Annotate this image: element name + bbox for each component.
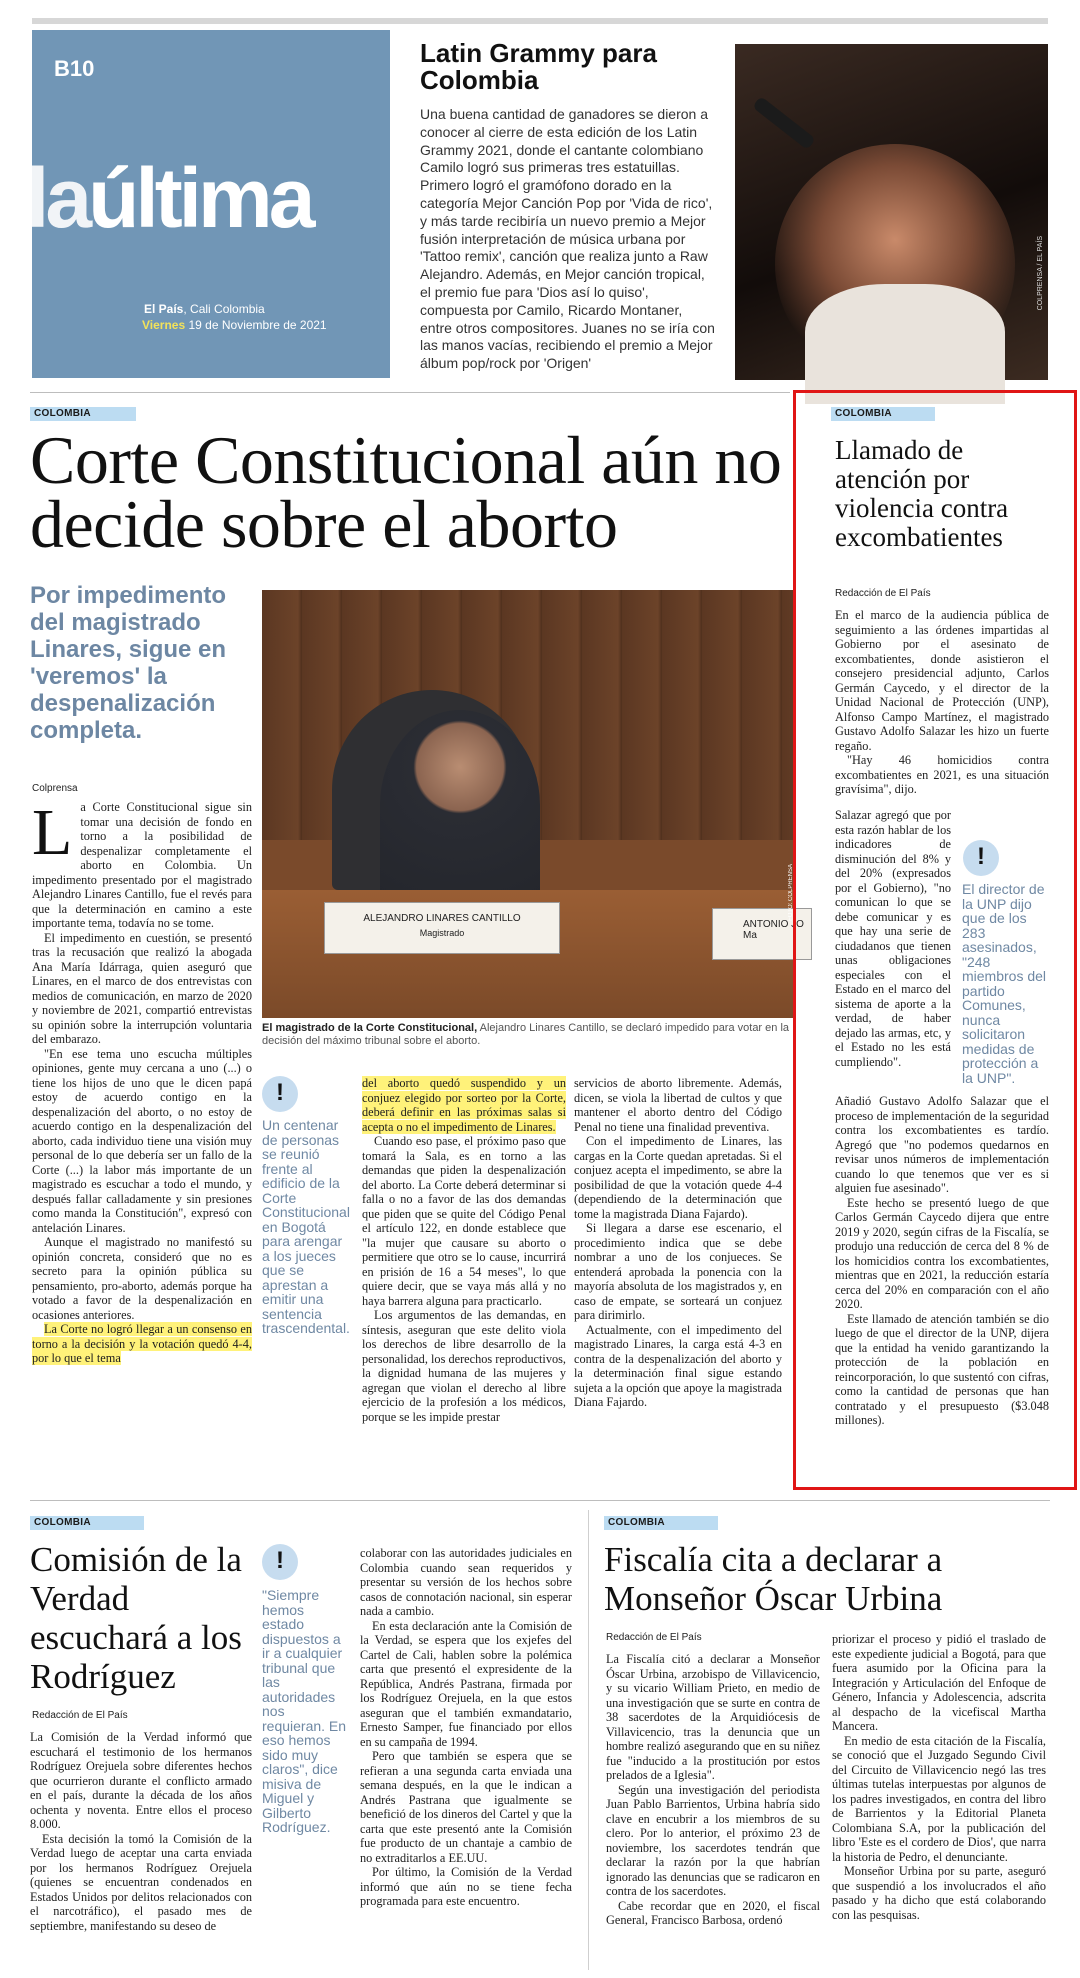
- paragraph: priorizar el proceso y pidió el traslado de este expediente judicial a Bogotá, para que fuera asumido por la Oficina para la Integración y Articulación del Enfoque de Género, Infancia y Adolescencia, adscrita al despacho de la vicefiscal Martha Mancera.: [832, 1632, 1046, 1733]
- photo-credit: COLPRENSA / EL PAÍS: [1037, 235, 1044, 310]
- paragraph: El impedimento en cuestión, se presentó tras la recusación que realizó la abogada Ana María Idárraga, quien aseguró que Linares, en el marco de dos entrevistas con medios de comunicación, en marzo de 2020 y noviembre de 2021, compartió entrevistas su opinión sobre la interrupción voluntaria del embarazo.: [32, 930, 252, 1046]
- exclamation-icon: !: [262, 1076, 298, 1112]
- dateline-date: Viernes 19 de Noviembre de 2021: [142, 318, 327, 332]
- paragraph: servicios de aborto libremente. Además, dicen, se viola la libertad de cultos y que mantener el aborto dentro del Código Penal no tiene una finalidad preventiva.: [574, 1076, 782, 1134]
- exclamation-icon: !: [262, 1544, 298, 1580]
- section-divider: [30, 392, 790, 393]
- photo-credit: FOTO: COLPRENSA: [788, 864, 794, 921]
- sidebar-column-top: [835, 608, 1049, 797]
- grammy-headline: Latin Grammy para Colombia: [420, 38, 657, 96]
- sidebar-headline: Llamado de atención por violencia contra excombatientes: [835, 435, 1009, 552]
- column-rule: [588, 1510, 589, 1970]
- nameplate: ALEJANDRO LINARES CANTILLO Magistrado: [324, 902, 560, 954]
- truth-column-1: [30, 1730, 252, 1933]
- masthead: [26, 30, 390, 378]
- paragraph: Por último, la Comisión de la Verdad informó que aún no se tiene fecha programada para este encuentro.: [360, 1865, 572, 1908]
- main-column-1: [32, 796, 252, 1366]
- fiscalia-column-1: [606, 1652, 820, 1928]
- paragraph: Monseñor Urbina por su parte, aseguró que suspendió a los involucrados el año pasado y ha dicho que está colaborando con las pesquisas.: [832, 1864, 1046, 1922]
- section-label: COLOMBIA: [831, 407, 935, 421]
- main-column-3: [362, 1076, 566, 1424]
- photo-magistrate: [380, 710, 540, 900]
- main-headline: Corte Constitucional aún no decide sobre el aborto: [30, 422, 782, 562]
- dateline-paper: El País, Cali Colombia: [144, 302, 265, 316]
- exclamation-icon: !: [963, 840, 999, 876]
- highlighted-paragraph: La Corte no logró llegar a un consenso en torno a la decisión y la votación quedó 4-4, por lo que el tema: [32, 1322, 252, 1365]
- drop-cap: L: [32, 796, 73, 869]
- section-label: COLOMBIA: [30, 407, 136, 421]
- paragraph: Aunque el magistrado no manifestó su opinión concreta, consideró que no es secreto para la opinión pública su pensamiento, pro-aborto, además porque ha votado a favor de la despenalización en ocasiones anteriores.: [32, 1235, 252, 1322]
- paragraph: En el marco de la audiencia pública de seguimiento a las órdenes impartidas al Gobierno por el asesinato de excombatientes, donde asistieron el consejero presidencial adjunto, Carlos Germán Caycedo, y el director de la Unidad Nacional de Protección (UNP), Alfonso Campo Martínez, el magistrado Gustavo Adolfo Salazar les hizo un fuerte regaño.: [835, 608, 1049, 753]
- paragraph: Actualmente, con el impedimento del magistrado Linares, la carga está 4-3 en contra de la despenalización del aborto y la determinación final sigue estando sujeta a la opción que apoye la magistrada Diana Fajardo.: [574, 1322, 782, 1409]
- main-photo: [262, 590, 804, 1018]
- singer-shirt: [805, 284, 1005, 404]
- section-divider: [30, 1500, 1050, 1501]
- paragraph: Cuando eso pase, el próximo paso que tomará la Sala, es en torno a las demandas que piden la despenalización del aborto. La Corte deberá determinar si falla o no a favor de las dos demandas que piden que se quite del Código Penal el artículo 122, en donde establece que "la mujer que causare su aborto o permitiere que otro se lo cause, incurrirá en prisión de 16 a 54 meses", lo que quiere decir, que se vaya más allá y no haya barrera alguna para practicarlo.: [362, 1134, 566, 1308]
- paragraph: La Fiscalía citó a declarar a Monseñor Óscar Urbina, arzobispo de Villavicencio, y su vicario William Prieto, en medio de una investigación que se surte en contra de 38 sacerdotes de la Arquidiócesis de Villavicencio, tras la denuncia que un hombre realizó asegurando que en su niñez fue "inducido a la prostitución por estos prelados de a Iglesia".: [606, 1652, 820, 1782]
- paragraph: Salazar agregó que por esta razón hablar de los indicadores de disminución del 8% y del 20% (expresados por el Gobierno), "no comunican lo que se debe comunicar y es que hay una serie de ciudadanos que tienen unas obligaciones especiales con el Estado en el marco del sistema de aporte a la verdad, de haber dejado las armas, etc, y el Estado no les está cumpliendo".: [835, 808, 951, 1069]
- paragraph: Este llamado de atención también se dio luego de que el director de la UNP, dijera que la entidad ha venido garantizando la protección de la población en reincorporación, lo que sustentó con cifras, como la cantidad de personas que han contratado y el presupuesto ($3.048 millones).: [835, 1311, 1049, 1427]
- highlighted-paragraph: del aborto quedó suspendido y un conjuez elegido por sorteo por la Corte, deberá definir en las próximas salas si acepta o no el impedimento de Linares.: [362, 1076, 566, 1134]
- paragraph: Este hecho se presentó luego de que Carlos Germán Caycedo dijera que entre 2019 y 2020, según cifras de la Fiscalía, se produjo una reducción de cerca del 8 % de los homicidios contra los excombatientes, mientras que en 2021, la reducción estaría cerca del 20% en comparación con el año 2020.: [835, 1195, 1049, 1311]
- photo-caption: El magistrado de la Corte Constitucional, Alejandro Linares Cantillo, se declaró impedido para votar en la decisión del máximo tribunal sobre el aborto.: [262, 1022, 790, 1047]
- paragraph: La Comisión de la Verdad informó que escuchará el testimonio de los hermanos Rodríguez Orejuela sobre diferentes hechos que ocurrieron durante el conflicto armado en el país, durante la década de los años ochenta y noventa. Entre ellos el proceso 8.000.: [30, 1730, 252, 1831]
- grammy-photo: [735, 44, 1048, 380]
- top-rule: [32, 18, 1048, 24]
- sidebar-byline: Redacción de El País: [835, 588, 931, 599]
- fiscalia-headline: Fiscalía cita a declarar a Monseñor Óscar Urbina: [604, 1540, 943, 1618]
- truth-headline: Comisión de la Verdad escuchará a los Rodríguez: [30, 1540, 242, 1696]
- sidebar-pull-quote: El director de la UNP dijo que de los 283 asesinados, "248 miembros del partido Comunes, nunca solicitaron medidas de protección a la UNP".: [962, 881, 1047, 1086]
- section-label: COLOMBIA: [30, 1516, 144, 1530]
- paragraph: Según una investigación del periodista Juan Pablo Barrientos, Urbina habría sido clave en encubrir a los miembros de su clero. Por lo anterior, el próximo 23 de noviembre, los sacerdotes tendrán que declarar la razón por la que habrían ignorado las denuncias que se radicaron en contra de los sacerdotes.: [606, 1782, 820, 1898]
- paragraph: Añadió Gustavo Adolfo Salazar que el proceso de implementación de la seguridad contra los excombatientes es tardío. Agregó que "no podemos quedarnos en revisar unos números de implementación cuando lo que tenemos que ver es si alguien fue asesinado".: [835, 1094, 1049, 1195]
- paragraph: colaborar con las autoridades judiciales en Colombia cuando sean requeridos y presentar su versión de los hechos sobre casos de connotación nacional, sin esperar nada a cambio.: [360, 1546, 572, 1618]
- pull-quote: Un centenar de personas se reunió frente al edificio de la Corte Constitucional en Bogotá para arengar a los jueces que se aprestan a emitir una sentencia trascendental.: [262, 1117, 350, 1336]
- brand-logo: laúltima: [26, 151, 312, 245]
- paragraph: Si llegara a darse ese escenario, el procedimiento indica que se debe nombrar a uno de los conjueces. Se entenderá aprobada la ponencia con la mayoría absoluta de los magistrados y, en caso de empate, se sorteará un conjuez para dirimirlo.: [574, 1221, 782, 1322]
- paragraph: En medio de esta citación de la Fiscalía, se conoció que el Juzgado Segundo Civil del Circuito de Villavicencio negó las tres últimas tutelas interpuestas por algunos de los padres investigados, en contra del libro de Barrientos y la Editorial Planeta Colombiana S.A, por la publicación del libro 'Este es el cordero de Dios', que narra la historia de Pedro, el denunciante.: [832, 1733, 1046, 1864]
- paragraph: Los argumentos de las demandas, en síntesis, aseguran que este delito viola los derechos de libre desarrollo de la personalidad, los derechos reproductivos, la dignidad humana de las mujeres y agregan que violan el derecho al libre ejercicio de la profesión a los médicos, porque se les impide prestar: [362, 1308, 566, 1424]
- fiscalia-byline: Redacción de El País: [606, 1632, 702, 1643]
- lead-paragraph: La Corte Constitucional sigue sin tomar una decisión de fondo en torno a la posibilidad de despenalizar completamente el aborto en Colombia. Un impedimento presentado por el magistrado Alejandro Linares Cantillo, fue el revés para que la determinación en camino a este importante tema, todavía no se tome.: [32, 796, 252, 930]
- nameplate-second: ANTONIO JO Ma: [712, 908, 812, 960]
- truth-pull-quote: "Siempre hemos estado dispuestos a ir a cualquier tribunal que las autoridades nos requieran. En eso hemos sido muy claros", dice misiva de Miguel y Gilberto Rodríguez.: [262, 1587, 347, 1835]
- section-label: COLOMBIA: [604, 1516, 718, 1530]
- paragraph: En esta declaración ante la Comisión de la Verdad, se espera que los exjefes del Cartel de Cali, hablen sobre la polémica carta que presentó el expresidente de la República, Andrés Pastrana, firmada por los Rodríguez Orejuela, en la que estos aseguran que el también exmandatario, Ernesto Samper, fue financiado por ellos en su campaña de 1994.: [360, 1618, 572, 1749]
- sidebar-column-bottom: [835, 1094, 1049, 1428]
- paragraph: "Hay 46 homicidios contra excombatientes en 2021, es una situación gravísima", dijo.: [835, 753, 1049, 796]
- main-column-4: [574, 1076, 782, 1410]
- paragraph: Esta decisión la tomó la Comisión de la Verdad luego de aceptar una carta enviada por los hermanos Rodríguez Orejuela (quienes se encuentran condenados en Estados Unidos por delitos relacionados con el narcotráfico), el pasado mes de septiembre, manifestando su deseo de: [30, 1831, 252, 1933]
- paragraph: Con el impedimento de Linares, las cargas en la Corte quedan apretadas. Si el conjuez acepta el impedimento, se abre la posibilidad de que la votación quede 4-4 (dependiendo de la determinación que tome la magistrada Diana Fajardo).: [574, 1134, 782, 1221]
- page-number: B10: [54, 56, 95, 81]
- paragraph: "En ese tema uno escucha múltiples opiniones, gente muy cercana a uno (...) o tiene los hijos de uno que le dicen papá estoy de acuerdo contigo en la despenalización del aborto, o no estoy de acuerdo contigo en la despenalización del aborto, cada individuo tiene una visión muy personal de lo que debería ser un fallo de la Corte (...) la labor más importante de un magistrado es escuchar a todo el mundo, y después fallar calladamente y sin presiones como manda la Constitución", expresó con antelación Linares.: [32, 1046, 252, 1235]
- main-subheadline: Por impedimento del magistrado Linares, sigue en 'veremos' la despenalización completa.: [30, 582, 227, 744]
- main-byline: Colprensa: [32, 783, 78, 794]
- paragraph: Cabe recordar que en 2020, el fiscal General, Francisco Barbosa, ordenó: [606, 1898, 820, 1927]
- truth-column-2: [360, 1546, 572, 1909]
- fiscalia-column-2: [832, 1632, 1046, 1922]
- microphone-icon: [752, 96, 816, 150]
- truth-byline: Redacción de El País: [32, 1710, 128, 1721]
- sidebar-column-narrow: [835, 808, 951, 1069]
- grammy-body: Una buena cantidad de ganadores se dieron a conocer al cierre de esta edición de los Latin Grammy 2021, donde el cantante colombiano Camilo logró sus primeras tres estatuillas. Primero logró el gramófono dorado en la categoría Mejor Canción Pop por 'Vida de rico', y más tarde recibiría un nuevo premio a Mejor fusión interpretación de música urbana por 'Tattoo remix', canción que realiza junto a Raw Alejandro. Además, en Mejor canción tropical, el premio fue para 'Dios así lo quiso', compuesta por Camilo, Ricardo Montaner, entre otros compositores. Juanes no se iría con las manos vacías, recibiendo el premio a Mejor álbum pop/rock por 'Origen': [420, 106, 715, 372]
- paragraph: Pero que también se espera que se refieran a una segunda carta enviada una semana después, en la que le indican a Andrés Pastrana que igualmente se benefició de los dineros del Cartel y que la carta que este presentó ante la Comisión fue producto de un chantaje a cambio de no extraditarlos a EE.UU.: [360, 1749, 572, 1865]
